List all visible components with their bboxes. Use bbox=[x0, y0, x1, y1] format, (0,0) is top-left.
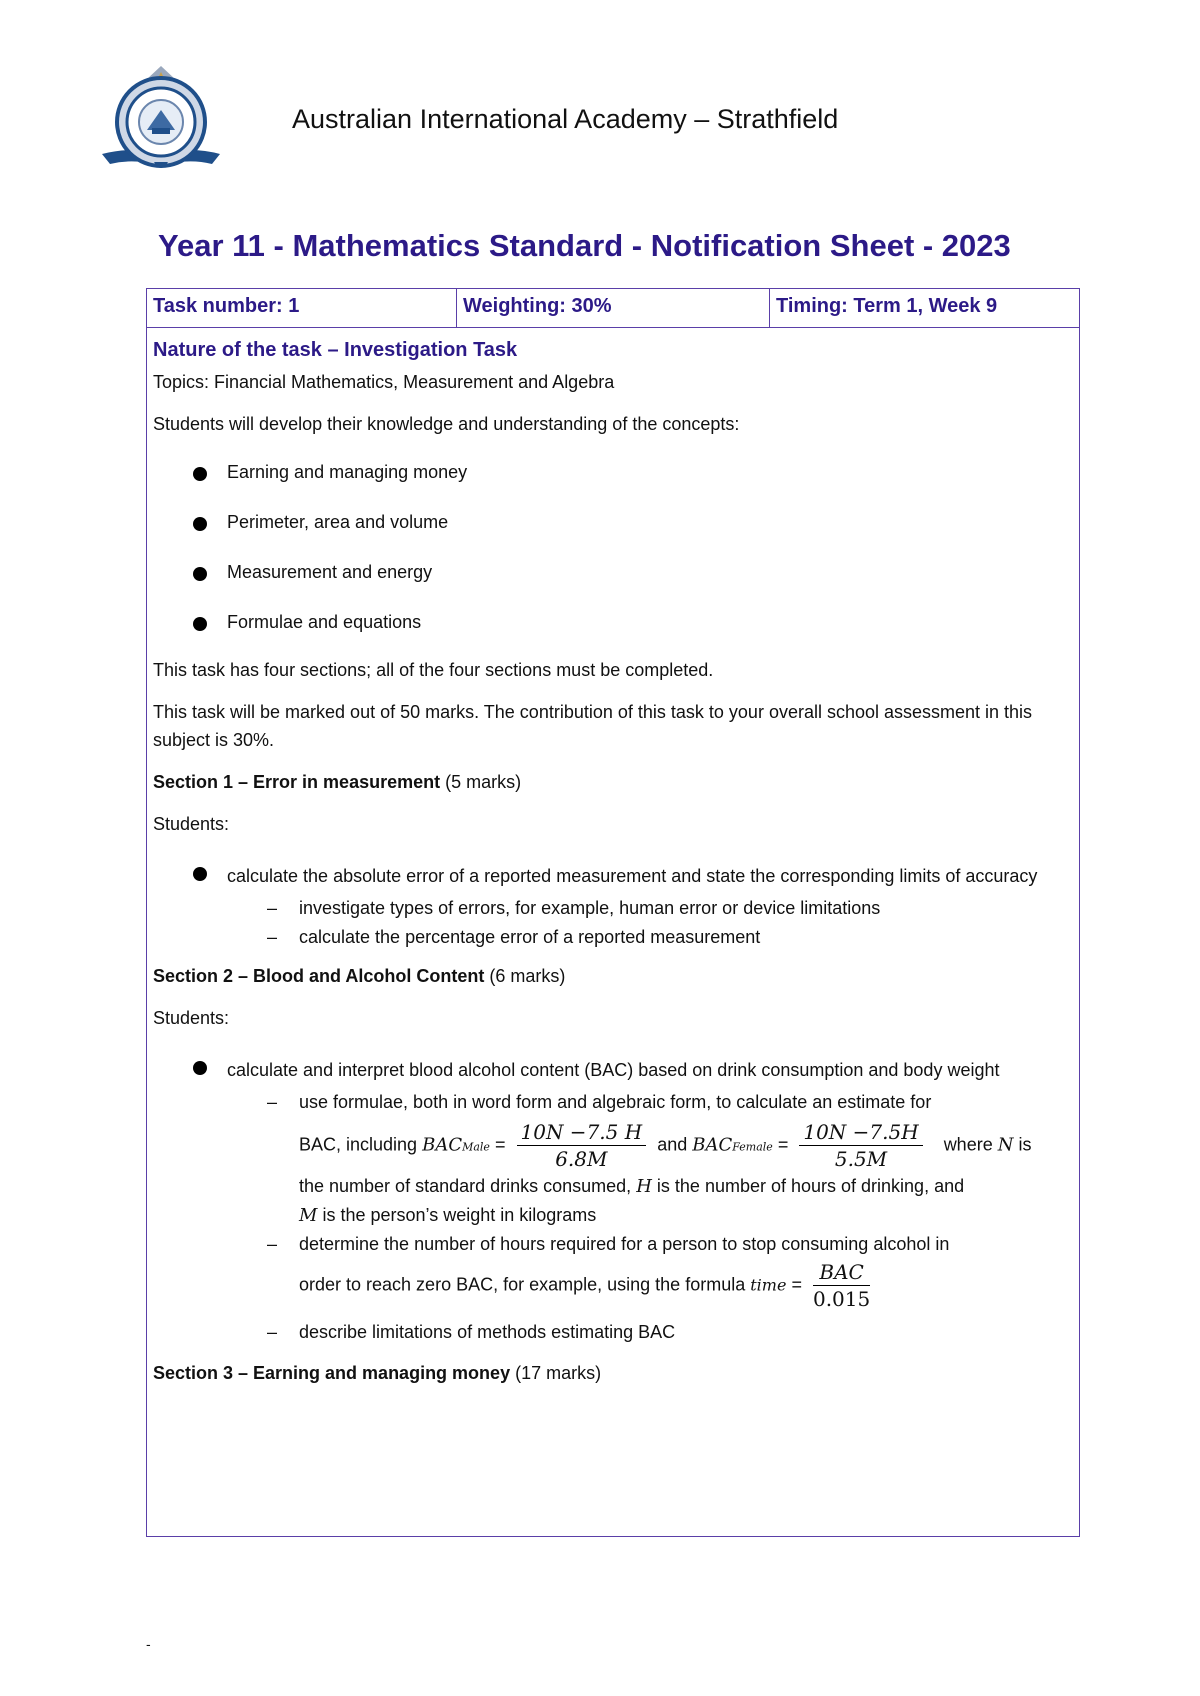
equals-sign: = bbox=[494, 1134, 506, 1155]
list-item: Earning and managing money bbox=[153, 458, 1073, 486]
section1-students: Students: bbox=[153, 814, 230, 834]
section2-heading bbox=[153, 962, 1073, 990]
section1-dash-list bbox=[153, 894, 1073, 952]
school-crest-logo bbox=[92, 62, 230, 186]
task-details bbox=[147, 328, 1079, 1387]
bac-male-fraction bbox=[517, 1119, 647, 1172]
school-name: Australian International Academy – Strathfield bbox=[292, 104, 839, 134]
task-table bbox=[146, 288, 1080, 1537]
dash2-text-b: order to reach zero BAC, for example, using the formula bbox=[299, 1274, 746, 1295]
marks-note: This task will be marked out of 50 marks. The contribution of this task to your overall school assessment in this subject is 30%. bbox=[153, 702, 1033, 750]
dash1-text-e: is the person’s weight in kilograms bbox=[322, 1205, 597, 1225]
male-subscript: Male bbox=[462, 1140, 490, 1154]
task-intro: Students will develop their knowledge and understanding of the concepts: bbox=[153, 414, 740, 434]
section1-heading bbox=[153, 768, 1073, 796]
where-text: where bbox=[943, 1134, 993, 1155]
fraction-denominator: 5.5M bbox=[834, 1147, 888, 1171]
fraction-numerator: 10N −7.5H bbox=[799, 1119, 922, 1146]
dash2-text-a: determine the number of hours required for a person to stop consuming alcohol in bbox=[299, 1234, 950, 1254]
dash1-text-a: use formulae, both in word form and algebraic form, to calculate an estimate for bbox=[299, 1092, 932, 1112]
task-topics: Topics: Financial Mathematics, Measurement and Algebra bbox=[153, 372, 615, 392]
list-item: calculate and interpret blood alcohol content (BAC) based on drink consumption and body weight bbox=[153, 1052, 1073, 1088]
section2-marks: (6 marks) bbox=[489, 966, 566, 986]
footer-mark: - bbox=[146, 1636, 151, 1652]
section1-marks: (5 marks) bbox=[445, 772, 522, 792]
m-variable: M bbox=[299, 1205, 318, 1226]
equals-sign: = bbox=[777, 1134, 789, 1155]
female-subscript: Female bbox=[732, 1140, 773, 1154]
section2-students: Students: bbox=[153, 1008, 230, 1028]
list-item: – describe limitations of methods estimating BAC bbox=[153, 1318, 1073, 1347]
equals-sign: = bbox=[791, 1274, 802, 1295]
list-item: – calculate the percentage error of a reported measurement bbox=[153, 923, 1073, 952]
concept-list bbox=[153, 458, 1073, 636]
dash1-text-d: is the number of hours of drinking, and bbox=[656, 1176, 965, 1196]
page-title: Year 11 - Mathematics Standard - Notification Sheet - 2023 bbox=[158, 228, 1011, 263]
bac-female-fraction bbox=[799, 1119, 922, 1172]
list-item: Formulae and equations bbox=[153, 608, 1073, 636]
list-item bbox=[153, 1230, 1073, 1312]
fraction-numerator: 10N −7.5 H bbox=[517, 1119, 647, 1146]
section3-marks: (17 marks) bbox=[515, 1363, 602, 1383]
dash1-text-c: the number of standard drinks consumed, bbox=[299, 1176, 632, 1196]
task-weighting: Weighting: 30% bbox=[457, 289, 770, 327]
section1-title: Section 1 – Error in measurement bbox=[153, 772, 441, 792]
h-variable: H bbox=[636, 1176, 652, 1197]
task-timing: Timing: Term 1, Week 9 bbox=[776, 295, 998, 317]
bac-formula-line bbox=[299, 1119, 1032, 1172]
section2-title: Section 2 – Blood and Alcohol Content bbox=[153, 966, 485, 986]
sections-note: This task has four sections; all of the four sections must be completed. bbox=[153, 660, 714, 680]
fraction-denominator: 6.8M bbox=[555, 1147, 608, 1171]
list-item bbox=[153, 1088, 1073, 1230]
time-variable: time bbox=[750, 1275, 787, 1295]
time-fraction bbox=[813, 1259, 870, 1312]
is-text: is bbox=[1018, 1134, 1032, 1155]
section3-heading bbox=[153, 1359, 1073, 1387]
section1-list bbox=[153, 858, 1073, 894]
and-text: and bbox=[657, 1134, 688, 1155]
section2-dash-list bbox=[153, 1088, 1073, 1347]
bac-female-symbol: BAC bbox=[692, 1134, 733, 1156]
section2-list bbox=[153, 1052, 1073, 1088]
task-header-row bbox=[147, 289, 1079, 328]
task-nature: Nature of the task – Investigation Task bbox=[153, 339, 518, 361]
n-variable: N bbox=[997, 1134, 1014, 1156]
section3-title: Section 3 – Earning and managing money bbox=[153, 1363, 511, 1383]
fraction-numerator: BAC bbox=[813, 1259, 870, 1286]
task-number: Task number: 1 bbox=[147, 289, 457, 327]
list-item: Perimeter, area and volume bbox=[153, 508, 1073, 536]
list-item: Measurement and energy bbox=[153, 558, 1073, 586]
fraction-denominator: 0.015 bbox=[812, 1287, 871, 1311]
list-item: – investigate types of errors, for example, human error or device limitations bbox=[153, 894, 1073, 923]
bac-male-symbol: BAC bbox=[422, 1134, 463, 1156]
list-item: calculate the absolute error of a reported measurement and state the corresponding limits of accuracy bbox=[153, 858, 1073, 894]
dash1-text-b: BAC, including bbox=[299, 1134, 418, 1155]
